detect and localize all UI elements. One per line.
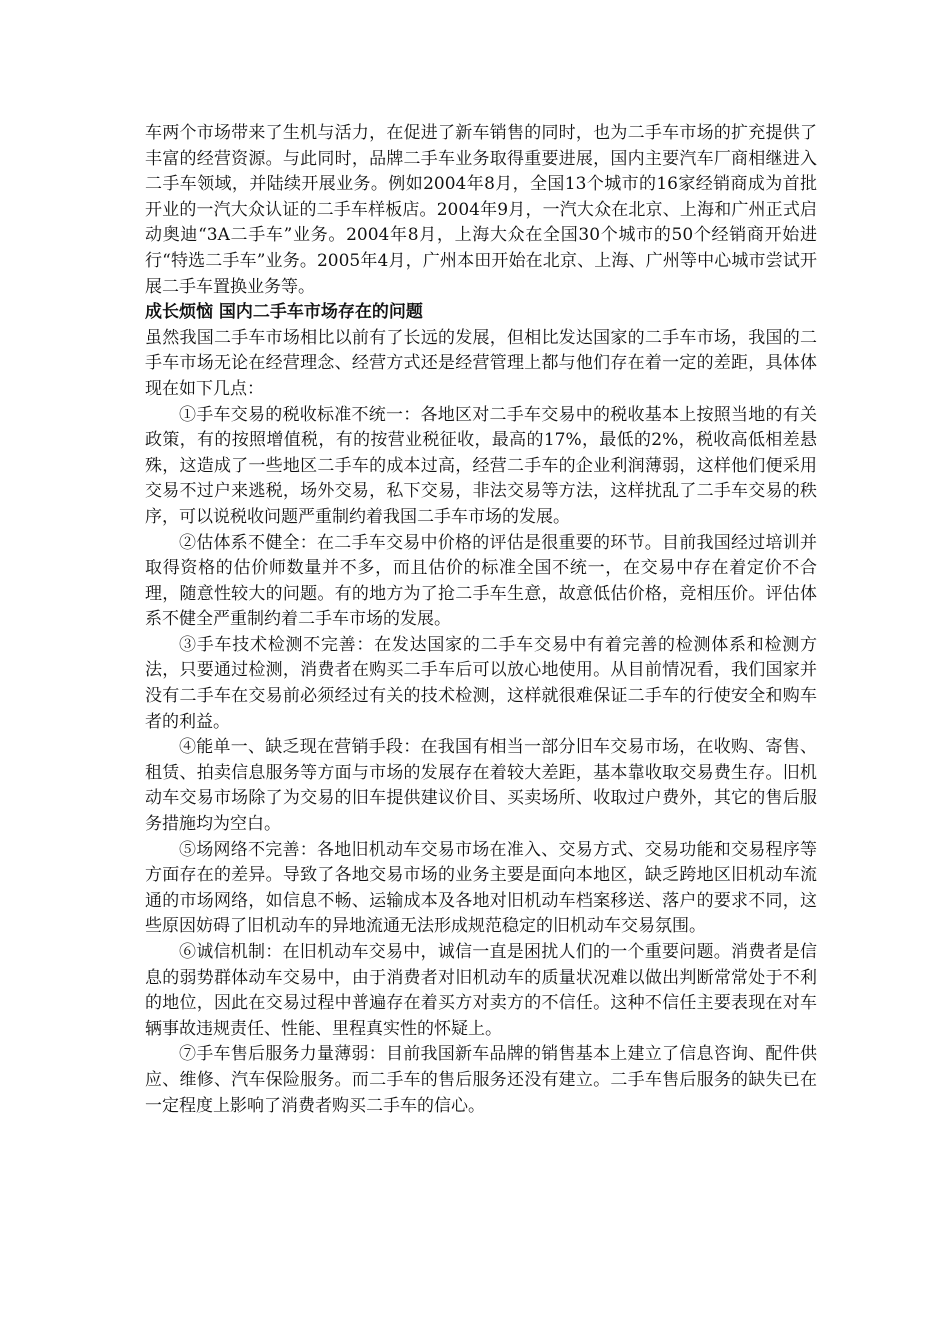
point-paragraph-5: ⑤场网络不完善：各地旧机动车交易市场在准入、交易方式、交易功能和交易程序等方面存在的差异。导致了各地交易市场的业务主要是面向本地区，缺乏跨地区旧机动车流通的市场网络，如信息不畅、运输成本及各地对旧机动车档案移送、落户的要求不同，这些原因妨碍了旧机动车的异地流通无法形成规范稳定的旧机动车交易氛围。 xyxy=(145,839,817,937)
point-paragraph-6: ⑥诚信机制：在旧机动车交易中，诚信一直是困扰人们的一个重要问题。消费者是信息的弱势群体动车交易中，由于消费者对旧机动车的质量状况难以做出判断常常处于不利的地位，因此在交易过程中普遍存在着买方对卖方的不信任。这种不信任主要表现在对车辆事故违规责任、性能、里程真实性的怀疑上。 xyxy=(145,942,817,1039)
point-paragraph-7: ⑦手车售后服务力量薄弱：目前我国新车品牌的销售基本上建立了信息咨询、配件供应、维修、汽车保险服务。而二手车的售后服务还没有建立。二手车售后服务的缺失已在一定程度上影响了消费者购买二手车的信心。 xyxy=(145,1044,817,1116)
document-page xyxy=(145,121,817,1119)
point-paragraph-2: ②估体系不健全：在二手车交易中价格的评估是很重要的环节。目前我国经过培训并取得资格的估价师数量并不多，而且估价的标准全国不统一，在交易中存在着定价不合理，随意性较大的问题。有的地方为了抢二手车生意，故意低估价格，竞相压价。评估体系不健全严重制约着二手车市场的发展。 xyxy=(145,532,817,630)
point-paragraph-3: ③手车技术检测不完善：在发达国家的二手车交易中有着完善的检测体系和检测方法，只要通过检测，消费者在购买二手车后可以放心地使用。从目前情况看，我们国家并没有二手车在交易前必须经过有关的技术检测，这样就很难保证二手车的行使安全和购车者的利益。 xyxy=(145,634,817,732)
section-heading: 成长烦恼 国内二手车市场存在的问题 xyxy=(145,302,423,323)
section-intro-paragraph: 虽然我国二手车市场相比以前有了长远的发展，但相比发达国家的二手车市场，我国的二手车市场无论在经营理念、经营方式还是经营管理上都与他们存在着一定的差距，具体体现在如下几点： xyxy=(145,327,817,399)
point-paragraph-4: ④能单一、缺乏现在营销手段：在我国有相当一部分旧车交易市场，在收购、寄售、租赁、拍卖信息服务等方面与市场的发展存在着较大差距，基本靠收取交易费生存。旧机动车交易市场除了为交易的旧车提供建议价目、买卖场所、收取过户费外，其它的售后服务措施均为空白。 xyxy=(145,737,817,835)
intro-paragraph: 车两个市场带来了生机与活力，在促进了新车销售的同时，也为二手车市场的扩充提供了丰富的经营资源。与此同时，品牌二手车业务取得重要进展，国内主要汽车厂商相继进入二手车领域，并陆续开展业务。例如2004年8月，全国13个城市的16家经销商成为首批开业的一汽大众认证的二手车样板店。2004年9月，一汽大众在北京、上海和广州正式启动奥迪“3A二手车”业务。2004年8月，上海大众在全国30个城市的50个经销商开始进行“特选二手车”业务。2005年4月，广州本田开始在北京、上海、广州等中心城市尝试开展二手车置换业务等。 xyxy=(145,123,817,297)
point-paragraph-1: ①手车交易的税收标准不统一：各地区对二手车交易中的税收基本上按照当地的有关政策，有的按照增值税，有的按营业税征收，最高的17%，最低的2%，税收高低相差悬殊，这造成了一些地区二手车的成本过高，经营二手车的企业利润薄弱，这样他们便采用交易不过户来逃税，场外交易，私下交易，非法交易等方法，这样扰乱了二手车交易的秩序，可以说税收问题严重制约着我国二手车市场的发展。 xyxy=(145,404,817,527)
